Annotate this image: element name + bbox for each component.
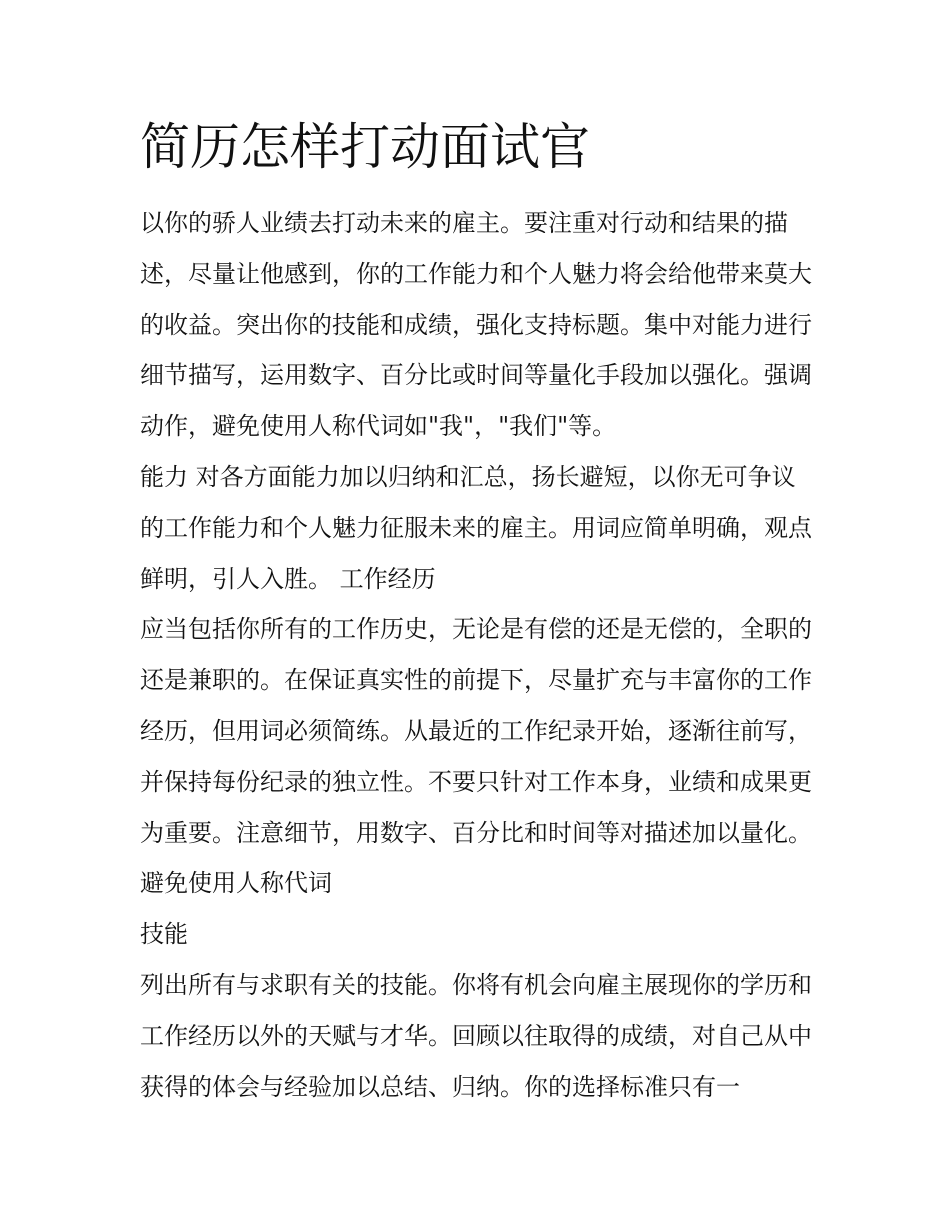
document-body	[140, 112, 812, 1112]
paragraph-skills: 列出所有与求职有关的技能。你将有机会向雇主展现你的学历和工作经历以外的天赋与才华。回顾以往取得的成绩，对自己从中获得的体会与经验加以总结、归纳。你的选择标准只有一	[140, 970, 812, 1101]
document-title: 简历怎样打动面试官	[140, 118, 590, 176]
section-heading-skills: 技能	[140, 920, 188, 949]
paragraph-achievements: 以你的骄人业绩去打动未来的雇主。要注重对行动和结果的描述，尽量让他感到，你的工作能力和个人魅力将会给他带来莫大的收益。突出你的技能和成绩，强化支持标题。集中对能力进行细节描写，运用数字、百分比或时间等量化手段加以强化。强调动作，避免使用人称代词如"我"，"我们"等。	[140, 209, 812, 441]
paragraph-work-experience: 应当包括你所有的工作历史，无论是有偿的还是无偿的，全职的还是兼职的。在保证真实性的前提下，尽量扩充与丰富你的工作经历，但用词必须简练。从最近的工作纪录开始，逐渐往前写，并保持每份纪录的独立性。不要只针对工作本身，业绩和成果更为重要。注意细节，用数字、百分比和时间等对描述加以量化。避免使用人称代词	[140, 615, 812, 898]
paragraph-abilities: 能力 对各方面能力加以归纳和汇总，扬长避短，以你无可争议的工作能力和个人魅力征服未来的雇主。用词应简单明确，观点鲜明，引人入胜。 工作经历	[140, 462, 812, 593]
